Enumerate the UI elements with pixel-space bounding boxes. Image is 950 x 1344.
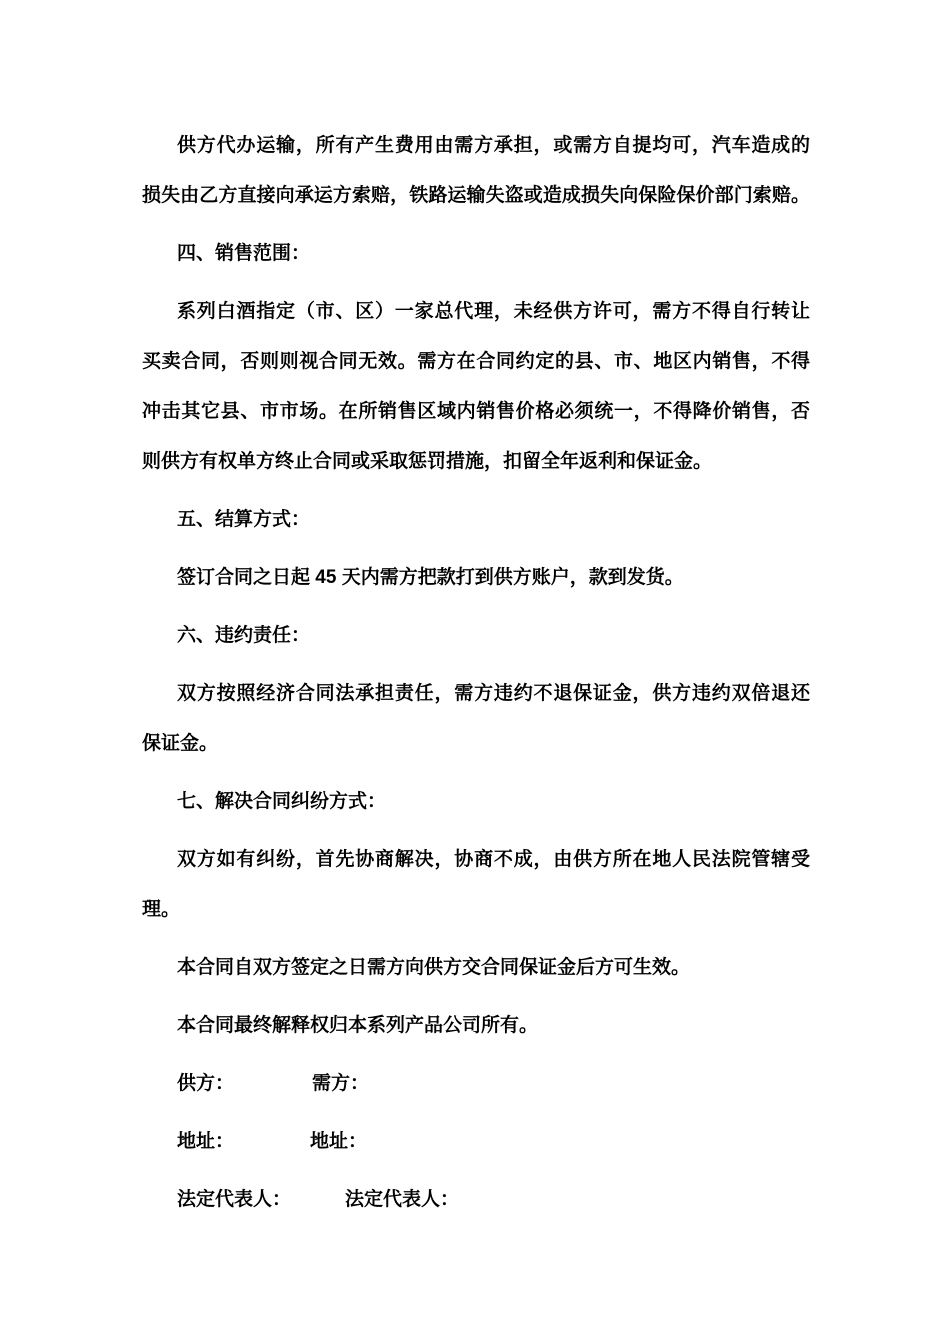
section-heading: 五、结算方式： [177, 509, 311, 530]
contract-text-line: 冲击其它县、市市场。在所销售区域内销售价格必须统一，不得降价销售，否 [142, 401, 810, 422]
section-heading-settlement [142, 495, 810, 545]
signature-row-representatives [142, 1175, 810, 1225]
clause-effective [142, 943, 810, 993]
contract-text-line: 本合同自双方签定之日需方向供方交合同保证金后方可生效。 [177, 957, 691, 978]
buyer-label: 需方： [312, 1073, 370, 1094]
signature-row-parties [142, 1059, 810, 1109]
contract-text-line: 双方如有纠纷，首先协商解决，协商不成，由供方所在地人民法院管辖受 [177, 849, 810, 870]
clause-interpretation [142, 1001, 810, 1051]
contract-text-line: 理。 [142, 899, 181, 920]
signature-row-addresses [142, 1117, 810, 1167]
section-heading-breach [142, 611, 810, 661]
section-heading: 四、销售范围： [177, 243, 311, 264]
clause-dispute [142, 835, 810, 935]
supplier-representative-label: 法定代表人： [177, 1189, 292, 1210]
clause-transport [142, 121, 810, 221]
contract-text-line: 买卖合同，否则则视合同无效。需方在合同约定的县、市、地区内销售，不得 [142, 351, 810, 372]
contract-text-line: 双方按照经济合同法承担责任，需方违约不退保证金，供方违约双倍退还 [177, 683, 810, 704]
contract-text-line: 则供方有权单方终止合同或采取惩罚措施，扣留全年返利和保证金。 [142, 451, 713, 472]
supplier-address-label: 地址： [177, 1131, 235, 1152]
section-heading: 六、违约责任： [177, 625, 311, 646]
section-heading-dispute [142, 777, 810, 827]
contract-text-line: 系列白酒指定（市、区）一家总代理，未经供方许可，需方不得自行转让 [177, 301, 810, 322]
clause-sales-scope [142, 287, 810, 487]
clause-settlement [142, 553, 810, 603]
buyer-address-label: 地址： [310, 1131, 368, 1152]
contract-text-line: 保证金。 [142, 733, 219, 754]
contract-text-line: 签订合同之日起 45 天内需方把款打到供方账户，款到发货。 [177, 567, 684, 588]
supplier-label: 供方： [177, 1073, 235, 1094]
buyer-representative-label: 法定代表人： [345, 1189, 460, 1210]
contract-text-line: 损失由乙方直接向承运方索赔，铁路运输失盗或造成损失向保险保价部门索赔。 [142, 185, 810, 206]
clause-breach [142, 669, 810, 769]
contract-text-line: 本合同最终解释权归本系列产品公司所有。 [177, 1015, 539, 1036]
contract-text-line: 供方代办运输，所有产生费用由需方承担，或需方自提均可，汽车造成的 [177, 135, 810, 156]
section-heading-sales-scope [142, 229, 810, 279]
section-heading: 七、解决合同纠纷方式： [177, 791, 387, 812]
